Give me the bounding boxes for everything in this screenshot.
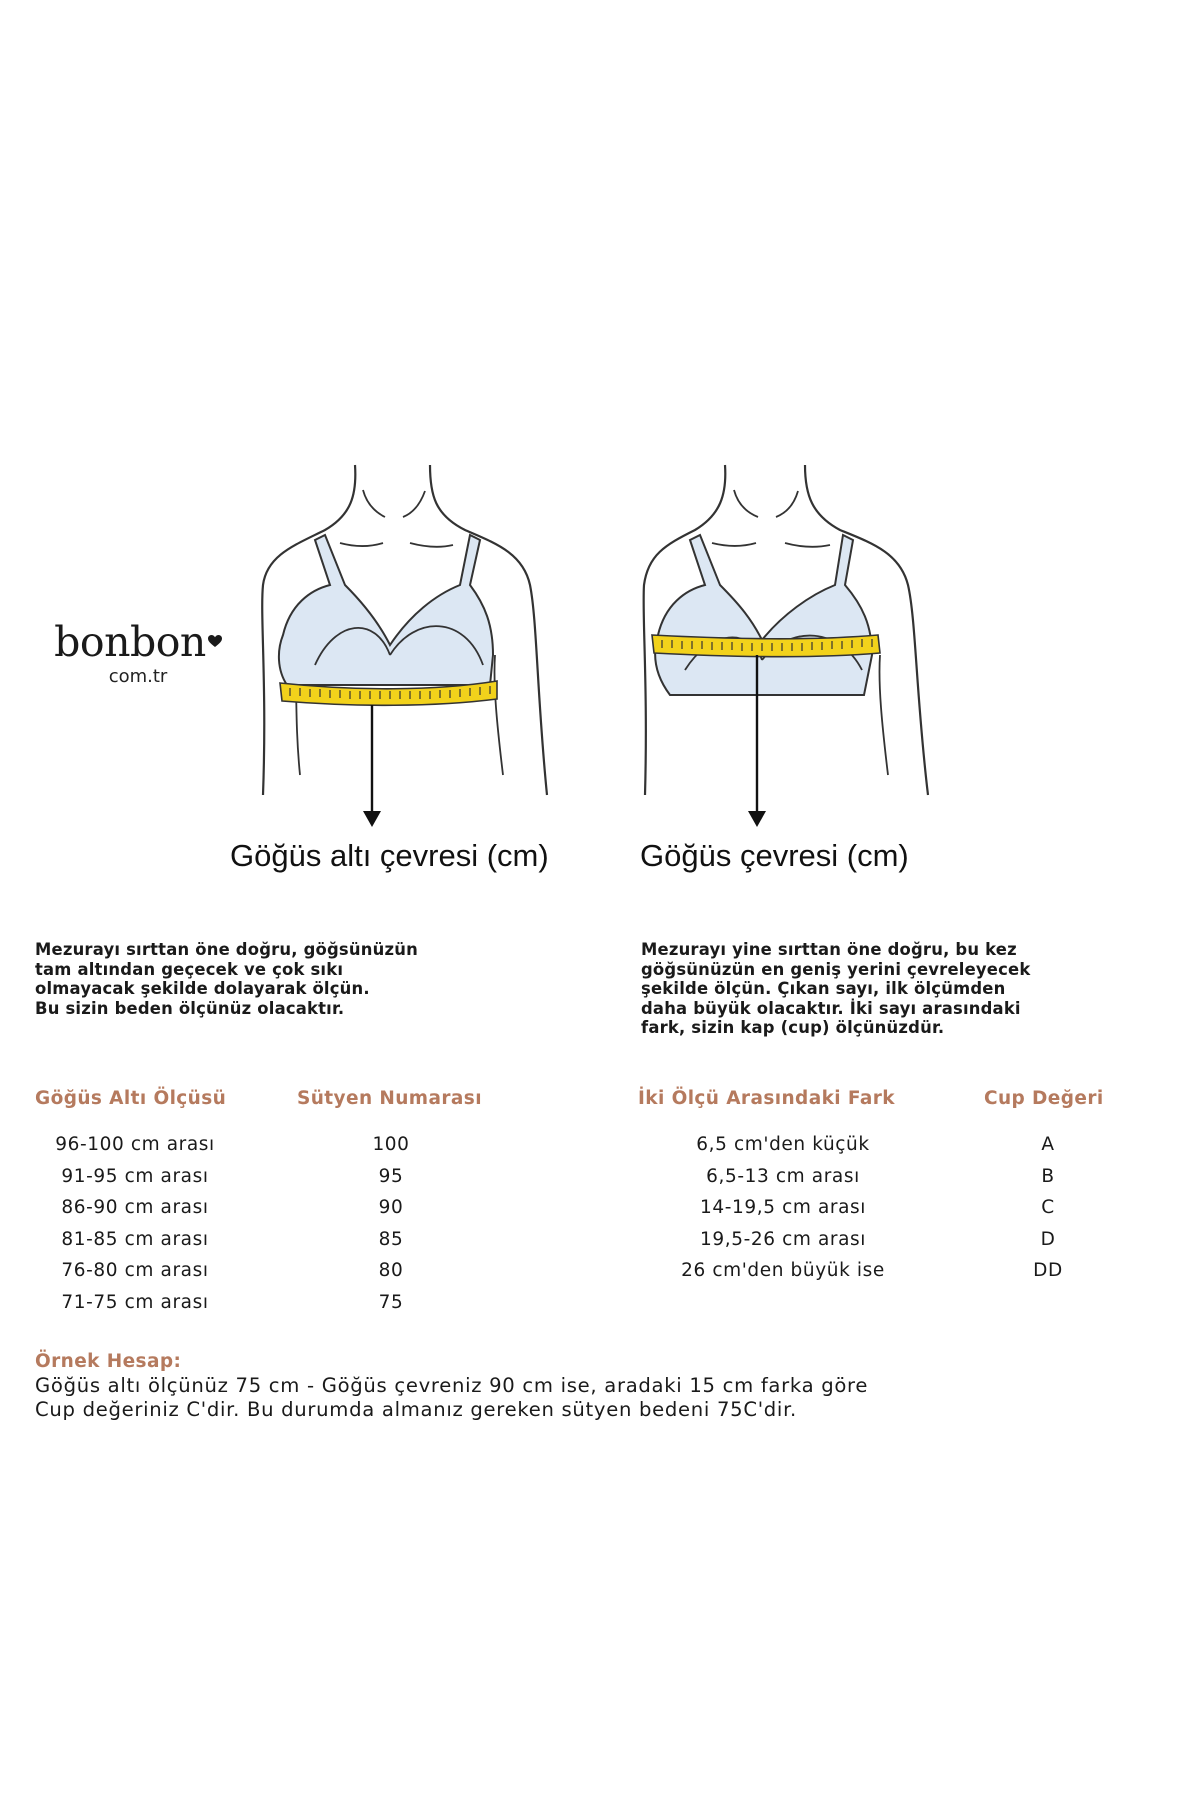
band-size-cell: 85 (378, 1229, 404, 1250)
brand-domain: com.tr (108, 666, 168, 687)
heart-icon (208, 612, 222, 656)
cup-value-cell: D (1040, 1229, 1056, 1250)
brand-name: bonbon (48, 612, 228, 664)
cup-difference-cell: 6,5-13 cm arası (706, 1166, 860, 1187)
cup-value-cell: A (1041, 1134, 1055, 1155)
band-size-cell: 90 (378, 1197, 404, 1218)
cup-table-header-difference: İki Ölçü Arasındaki Fark (638, 1088, 895, 1109)
band-size-cell: 100 (372, 1134, 410, 1155)
brand-logo (48, 612, 228, 688)
band-range-cell: 76-80 cm arası (61, 1260, 209, 1281)
cup-table-header-cup: Cup Değeri (984, 1088, 1104, 1109)
example-title: Örnek Hesap: (35, 1351, 182, 1372)
band-range-cell: 96-100 cm arası (55, 1134, 215, 1155)
cup-difference-cell: 6,5 cm'den küçük (696, 1134, 870, 1155)
band-range-cell: 81-85 cm arası (61, 1229, 209, 1250)
underbust-instructions: Mezurayı sırttan öne doğru, göğsünüzün tam altından geçecek ve çok sıkı olmayacak şekilde dolayarak ölçün. Bu sizin beden ölçünüz olacaktır. (35, 940, 418, 1018)
bra-underbust-measure-illustration (255, 455, 585, 835)
band-range-cell: 71-75 cm arası (61, 1292, 209, 1313)
band-range-cell: 86-90 cm arası (61, 1197, 209, 1218)
band-size-cell: 80 (378, 1260, 404, 1281)
bra-bust-measure-illustration (640, 455, 970, 835)
bust-instructions: Mezurayı yine sırttan öne doğru, bu kez göğsünüzün en geniş yerini çevreleyecek şekilde ölçün. Çıkan sayı, ilk ölçümden daha büyük olacaktır. İki sayı arasındaki fark, sizin kap (cup) ölçünüzdür. (641, 940, 1031, 1038)
cup-difference-cell: 14-19,5 cm arası (699, 1197, 867, 1218)
cup-value-cell: C (1041, 1197, 1055, 1218)
cup-value-cell: DD (1033, 1260, 1063, 1281)
bust-caption: Göğüs çevresi (cm) (640, 838, 909, 873)
band-table-header-underbust: Göğüs Altı Ölçüsü (35, 1088, 227, 1109)
underbust-caption: Göğüs altı çevresi (cm) (230, 838, 549, 873)
band-range-cell: 91-95 cm arası (61, 1166, 209, 1187)
cup-difference-cell: 26 cm'den büyük ise (681, 1260, 885, 1281)
cup-value-cell: B (1041, 1166, 1055, 1187)
example-text: Göğüs altı ölçünüz 75 cm - Göğüs çevreniz 90 cm ise, aradaki 15 cm farka göre Cup değeriniz C'dir. Bu durumda almanız gereken sütyen bedeni 75C'dir. (35, 1374, 869, 1421)
band-table-header-size: Sütyen Numarası (297, 1088, 482, 1109)
cup-difference-cell: 19,5-26 cm arası (699, 1229, 867, 1250)
band-size-cell: 95 (378, 1166, 404, 1187)
band-size-cell: 75 (378, 1292, 404, 1313)
